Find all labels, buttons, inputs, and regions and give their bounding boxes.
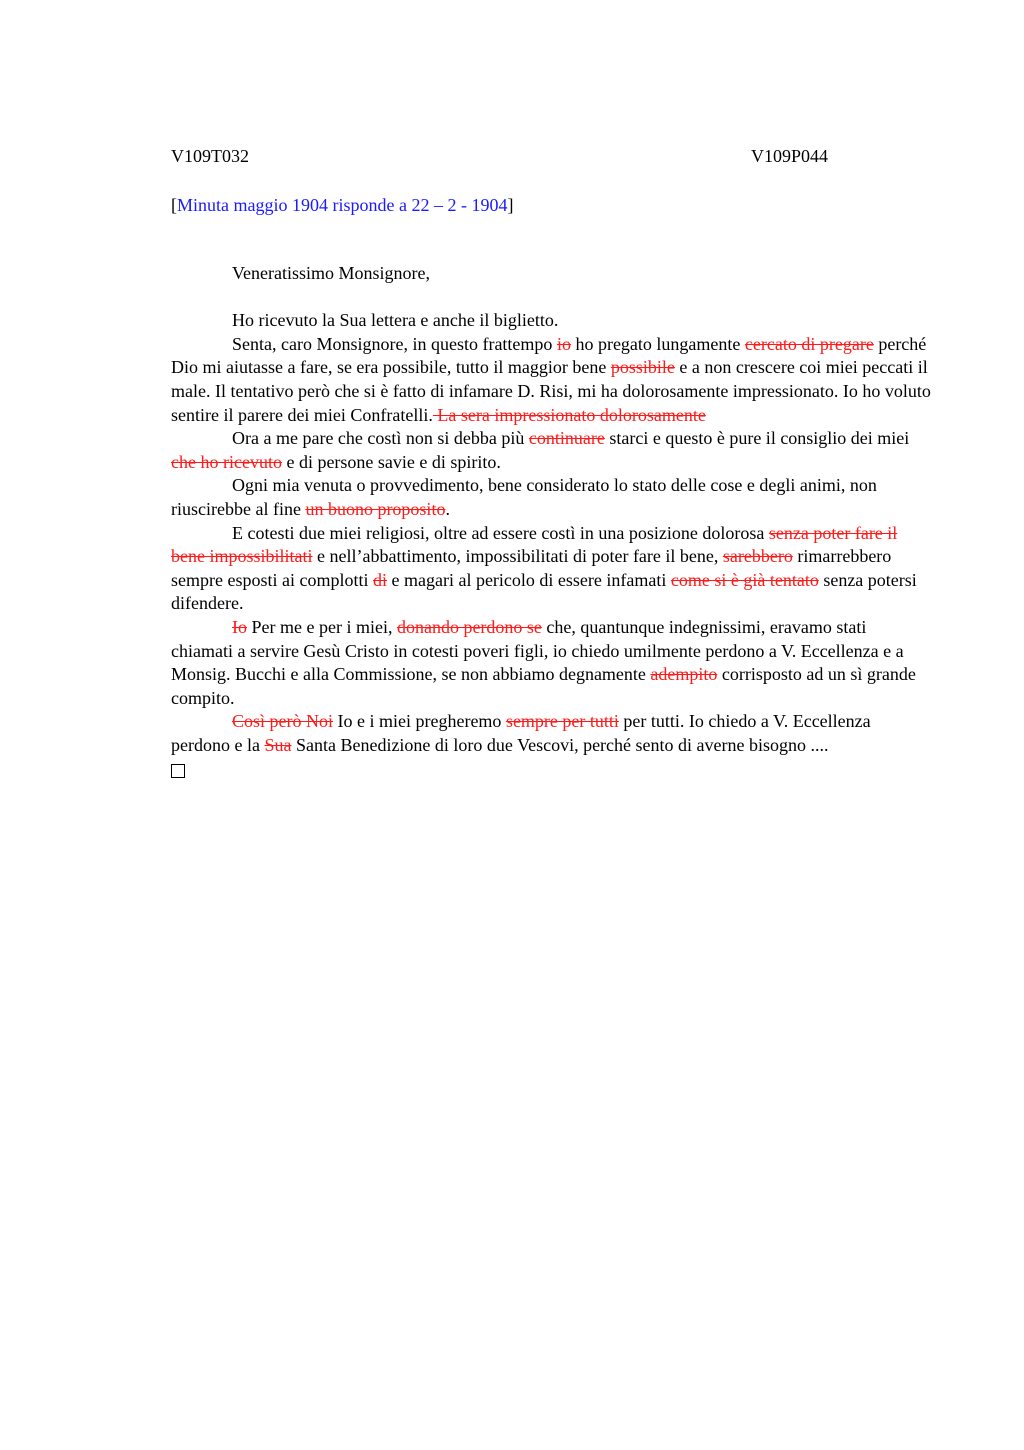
paragraph-text: corrisposto ad un sì grande compito. <box>171 664 916 708</box>
deleted-text: sarebbero <box>722 546 793 567</box>
paragraph-text: E cotesti due miei religiosi, oltre ad essere costì in una posizione dolorosa <box>232 522 769 543</box>
paragraph-text: e magari al pericolo di essere infamati <box>386 569 671 590</box>
letter-body <box>171 309 931 757</box>
paragraph-text: che, quantunque indegnissimi, eravamo stati chiamati a servire Gesù Cristo in cotesti poveri figli, io chiedo umilmente perdono a V. Eccellenza e a Monsig. Bucchi e alla Commissione, se non abbiamo degnamente <box>171 616 904 685</box>
paragraph-text: e a non crescere coi miei peccati il male. Il tentativo però che si è fatto di infamare D. Risi, mi ha dolorosamente impressionato. Io ho voluto sentire il parere dei miei Confratelli. <box>171 357 931 425</box>
deleted-text: senza poter fare il bene impossibilitati <box>171 522 898 567</box>
deleted-text: possibile <box>610 357 675 378</box>
paragraph-text: Ogni mia venuta o provvedimento, bene considerato lo stato delle cose e degli animi, non riuscirebbe al fine <box>171 475 877 519</box>
deleted-text: La sera impressionato dolorosamente <box>432 404 706 425</box>
document-code-left: V109T032 <box>171 146 249 166</box>
paragraph-text: Io e i miei pregheremo <box>333 711 506 732</box>
letter-paragraph <box>171 309 931 333</box>
deleted-text: io <box>556 333 571 354</box>
paragraph-text: per tutti. Io chiedo a V. Eccellenza perdono e la <box>171 711 871 755</box>
letter-paragraph <box>171 616 931 710</box>
letter-paragraph <box>171 522 931 616</box>
editorial-note <box>171 194 931 218</box>
letter-salutation: Veneratissimo Monsignore, <box>232 262 430 283</box>
letter-paragraph <box>171 427 931 474</box>
deleted-text: donando perdono se <box>396 616 542 637</box>
paragraph-text: perché Dio mi aiutasse a fare, se era possibile, tutto il maggior bene <box>171 333 927 378</box>
paragraph-text: ho pregato lungamente <box>570 333 745 354</box>
deleted-text: Io <box>232 616 247 637</box>
letter-paragraph <box>171 333 931 427</box>
deleted-text: un buono proposito <box>305 498 446 519</box>
paragraph-text: senza potersi difendere. <box>171 569 917 614</box>
letter-paragraph <box>171 710 931 757</box>
paragraph-text: Per me e per i miei, <box>247 616 397 637</box>
document-code-right: V109P044 <box>751 146 829 166</box>
paragraph-text: starci e questo è pure il consiglio dei miei <box>604 428 910 449</box>
deleted-text: Così però Noi <box>232 711 333 732</box>
note-text: Minuta maggio 1904 risponde a 22 – 2 - 1904 <box>177 195 508 215</box>
letter-paragraph <box>171 474 931 521</box>
document-header <box>171 145 931 171</box>
deleted-text: continuare <box>528 428 605 449</box>
paragraph-text: Senta, caro Monsignore, in questo frattempo <box>232 333 557 354</box>
paragraph-text: rimarrebbero sempre esposti ai complotti <box>171 546 892 590</box>
deleted-text: adempito <box>650 664 718 685</box>
deleted-text: sempre per tutti <box>505 711 619 732</box>
note-close-bracket: ] <box>507 195 514 215</box>
deleted-text: cercato di pregare <box>744 333 874 354</box>
paragraph-text: e di persone savie e di spirito. <box>281 451 501 472</box>
deleted-text: Sua <box>264 734 292 755</box>
note-open-bracket: [ <box>171 195 177 215</box>
deleted-text: come si è già tentato <box>670 569 819 590</box>
end-marker <box>171 757 931 785</box>
paragraph-text: Ho ricevuto la Sua lettera e anche il biglietto. <box>232 310 559 331</box>
paragraph-text: Ora a me pare che costì non si debba più <box>232 428 529 449</box>
paragraph-text: Santa Benedizione di loro due Vescovi, perché sento di averne bisogno .... <box>291 734 829 755</box>
paragraph-text: e nell’abbattimento, impossibilitati di poter fare il bene, <box>312 546 723 567</box>
paragraph-text: . <box>445 498 450 519</box>
square-box-icon <box>171 764 185 778</box>
document-page <box>171 145 931 785</box>
deleted-text: che ho ricevuto <box>171 451 282 472</box>
deleted-text: di <box>372 569 387 590</box>
